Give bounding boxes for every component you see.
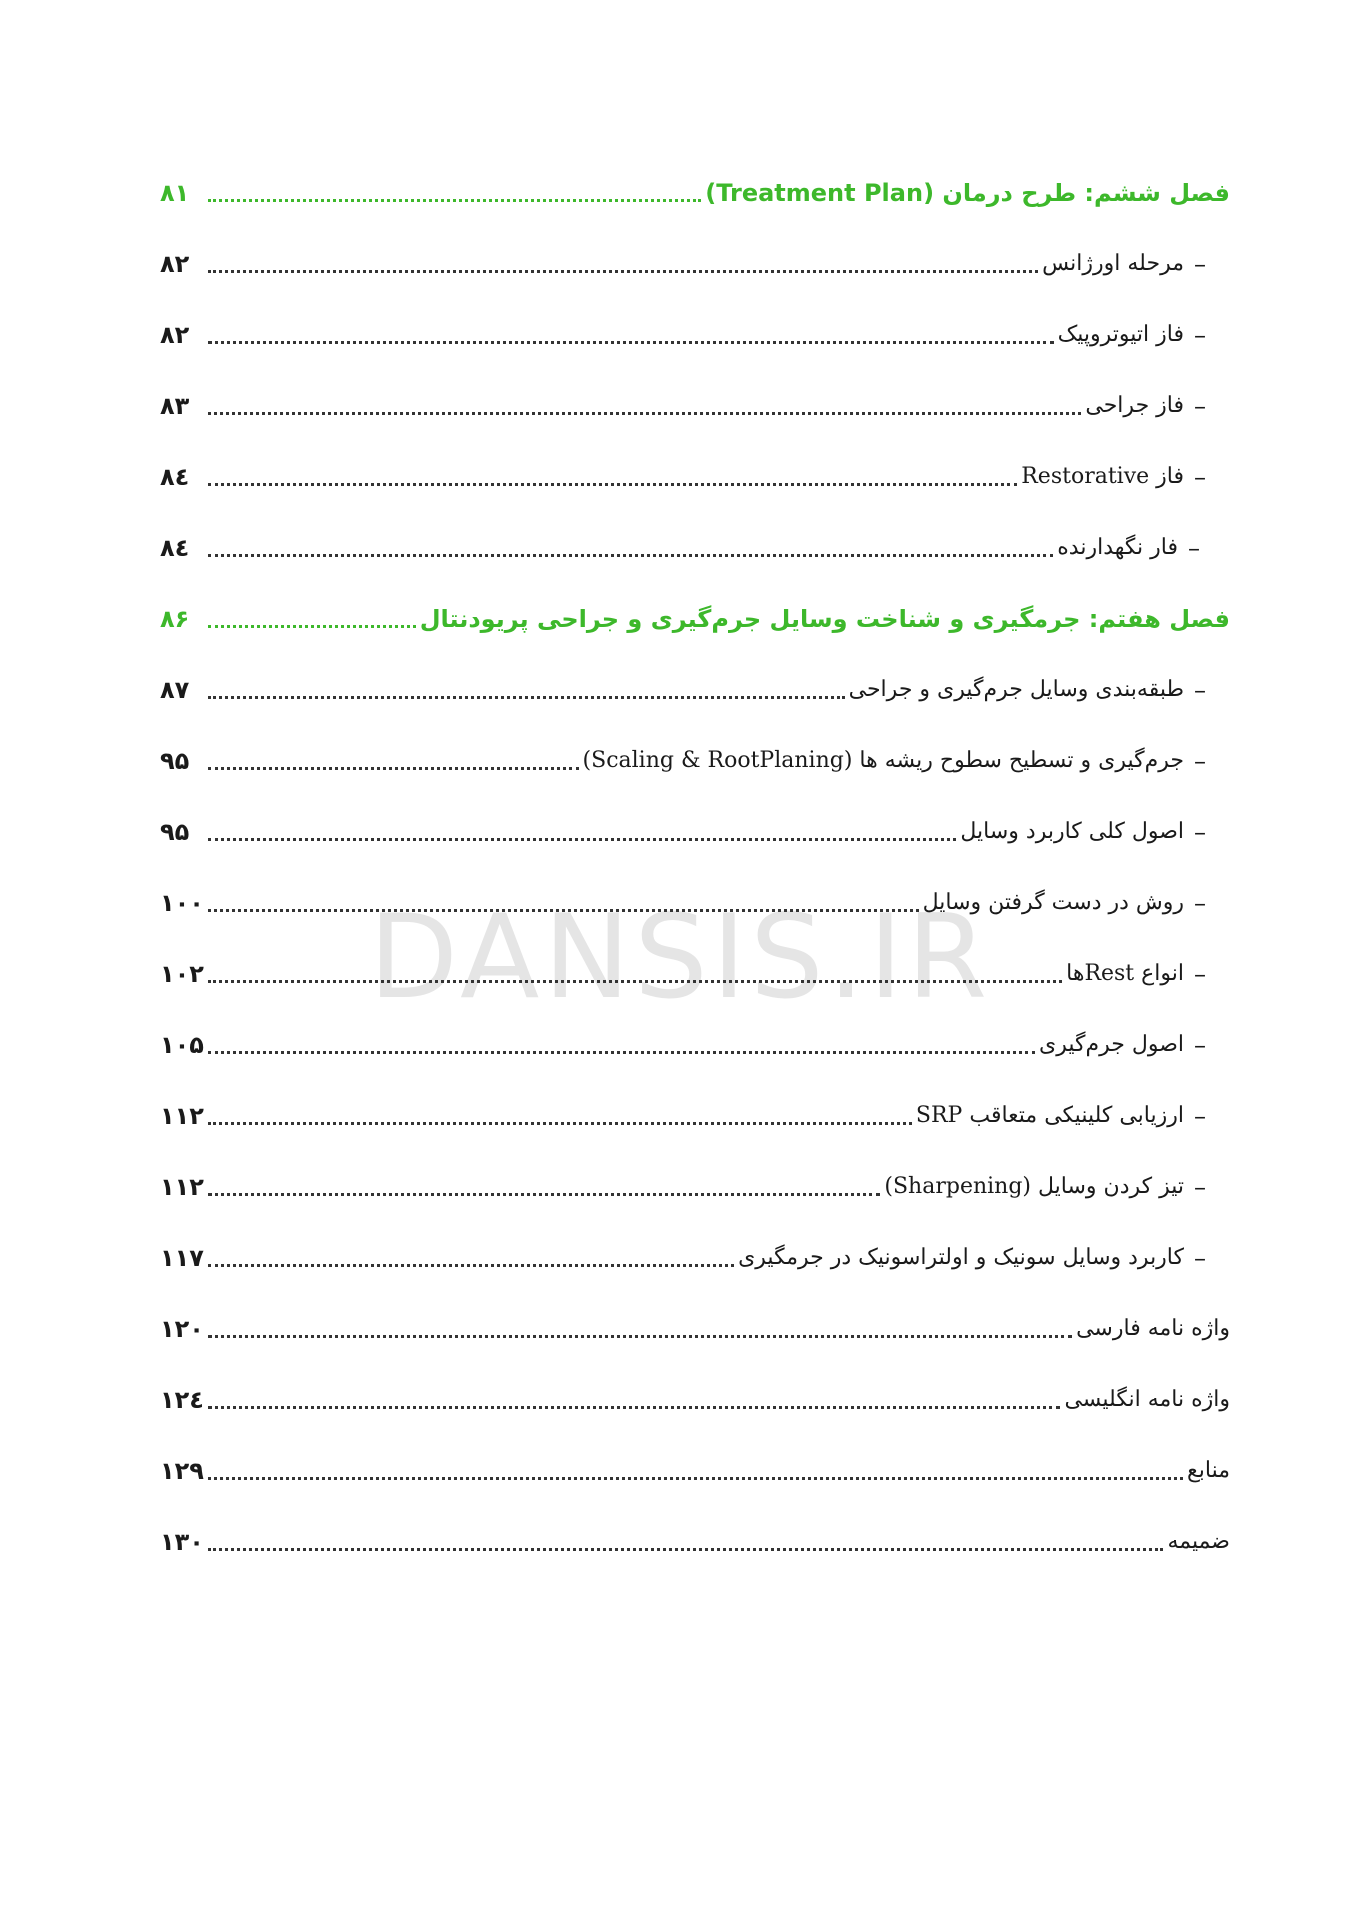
dot-leader xyxy=(208,1193,880,1196)
toc-entry-page: ۸۲ xyxy=(160,250,190,278)
bullet-dash: – xyxy=(1194,1173,1206,1201)
toc-entry-page: ۸۱ xyxy=(160,179,190,207)
toc-entry-title: ضمیمه xyxy=(1167,1529,1230,1554)
watermark: DANSIS.IR xyxy=(368,890,992,1025)
toc-entry-appendix xyxy=(160,1517,1230,1561)
toc-entry-title: فار نگهدارنده xyxy=(1057,535,1178,560)
bullet-dash: – xyxy=(1194,463,1206,491)
dot-leader xyxy=(208,1122,912,1125)
toc-entry-page: ۹۵ xyxy=(160,747,190,775)
toc-entry-title: ارزیابی کلینیکی متعاقب SRP xyxy=(915,1103,1184,1128)
dot-leader xyxy=(208,1406,1060,1409)
dot-leader xyxy=(208,341,1054,344)
toc-entry-page: ۱۰۵ xyxy=(160,1031,204,1059)
bullet-dash: – xyxy=(1194,1244,1206,1272)
toc-entry-title: فصل ششم: طرح درمان (Treatment Plan) xyxy=(705,179,1230,207)
bullet-dash: – xyxy=(1194,676,1206,704)
dot-leader xyxy=(208,1477,1183,1480)
toc-entry xyxy=(160,310,1206,354)
toc-entry-page: ۱۱۲ xyxy=(160,1102,204,1130)
dot-leader xyxy=(208,980,1062,983)
toc-entry-page: ۱۳۰ xyxy=(160,1528,204,1556)
toc-entry-page: ۸۳ xyxy=(160,392,190,420)
toc-entry xyxy=(160,1162,1206,1206)
toc-entry-page: ۸۷ xyxy=(160,676,190,704)
toc-entry-title: طبقه‌بندی وسایل جرم‌گیری و جراحی xyxy=(848,677,1184,702)
toc-entry-title: فاز Restorative xyxy=(1021,464,1184,489)
toc-entry-page: ۸٤ xyxy=(160,534,190,562)
toc-entry-title: روش در دست گرفتن وسایل xyxy=(922,890,1184,915)
bullet-dash: – xyxy=(1194,392,1206,420)
toc-entry-title: منابع xyxy=(1187,1458,1230,1483)
bullet-dash: – xyxy=(1194,1031,1206,1059)
dot-leader xyxy=(208,483,1017,486)
toc-entry-page: ۸۲ xyxy=(160,321,190,349)
toc-entry-title: فاز جراحی xyxy=(1085,393,1184,418)
toc-entry-page: ۱۱۲ xyxy=(160,1173,204,1201)
toc-entry-title: واژه نامه فارسی xyxy=(1076,1316,1230,1341)
dot-leader xyxy=(208,696,845,699)
toc-entry-title: مرحله اورژانس xyxy=(1042,251,1184,276)
bullet-dash: – xyxy=(1194,889,1206,917)
toc-entry-page: ۸٤ xyxy=(160,463,190,491)
bullet-dash: – xyxy=(1194,321,1206,349)
bullet-dash: – xyxy=(1194,250,1206,278)
dot-leader xyxy=(208,1051,1035,1054)
dot-leader xyxy=(208,1548,1163,1551)
toc-entry-page: ۱۲٤ xyxy=(160,1386,204,1414)
toc-entry-chapter-6 xyxy=(160,168,1230,212)
toc-entry-title: واژه نامه انگلیسی xyxy=(1064,1387,1230,1412)
dot-leader xyxy=(208,1335,1072,1338)
toc-entry-title: تیز کردن وسایل (Sharpening) xyxy=(884,1174,1184,1199)
bullet-dash: – xyxy=(1194,1102,1206,1130)
toc-entry-title: جرم‌گیری و تسطیح سطوح ریشه ها (Scaling & RootPlaning) xyxy=(582,748,1184,773)
toc-entry xyxy=(160,949,1206,993)
toc-entry xyxy=(160,1233,1206,1277)
dot-leader xyxy=(208,625,416,628)
toc-entry xyxy=(160,452,1206,496)
toc-entry-page: ۸۶ xyxy=(160,605,190,633)
dot-leader xyxy=(208,270,1038,273)
toc-entry-title: انواع Restها xyxy=(1066,961,1184,986)
bullet-dash: – xyxy=(1194,747,1206,775)
toc-entry-title: اصول کلی کاربرد وسایل xyxy=(960,819,1184,844)
toc-entry-chapter-7 xyxy=(160,594,1230,638)
toc-entry-page: ۱۱۷ xyxy=(160,1244,204,1272)
toc-entry-title: فاز اتیوتروپیک xyxy=(1057,322,1184,347)
dot-leader xyxy=(208,199,701,202)
toc-entry xyxy=(160,381,1206,425)
toc-entry xyxy=(160,239,1206,283)
toc-entry-title: اصول جرم‌گیری xyxy=(1039,1032,1184,1057)
dot-leader xyxy=(208,1264,734,1267)
toc-entry-glossary-persian xyxy=(160,1304,1230,1348)
toc-entry-title: کاربرد وسایل سونیک و اولتراسونیک در جرمگیری xyxy=(738,1245,1184,1270)
toc-entry xyxy=(160,878,1206,922)
toc-entry-references xyxy=(160,1446,1230,1490)
toc-entry xyxy=(160,1091,1206,1135)
toc-entry-title: فصل هفتم: جرمگیری و شناخت وسایل جرم‌گیری و جراحی پریودنتال xyxy=(419,605,1230,633)
toc-entry xyxy=(160,807,1206,851)
toc-entry xyxy=(160,736,1206,780)
bullet-dash: – xyxy=(1194,818,1206,846)
toc-entry-page: ۱۲۰ xyxy=(160,1315,204,1343)
dot-leader xyxy=(208,909,919,912)
dot-leader xyxy=(208,412,1081,415)
toc-entry-glossary-english xyxy=(160,1375,1230,1419)
toc-entry xyxy=(160,523,1200,567)
dot-leader xyxy=(208,767,579,770)
toc-entry-page: ۱۲۹ xyxy=(160,1457,204,1485)
toc-entry-page: ۹۵ xyxy=(160,818,190,846)
toc-entry-page: ۱۰۲ xyxy=(160,960,204,988)
toc-entry xyxy=(160,665,1206,709)
bullet-dash: – xyxy=(1188,534,1200,562)
dot-leader xyxy=(208,554,1053,557)
dot-leader xyxy=(208,838,956,841)
toc-entry-page: ۱۰۰ xyxy=(160,889,204,917)
toc-entry xyxy=(160,1020,1206,1064)
bullet-dash: – xyxy=(1194,960,1206,988)
